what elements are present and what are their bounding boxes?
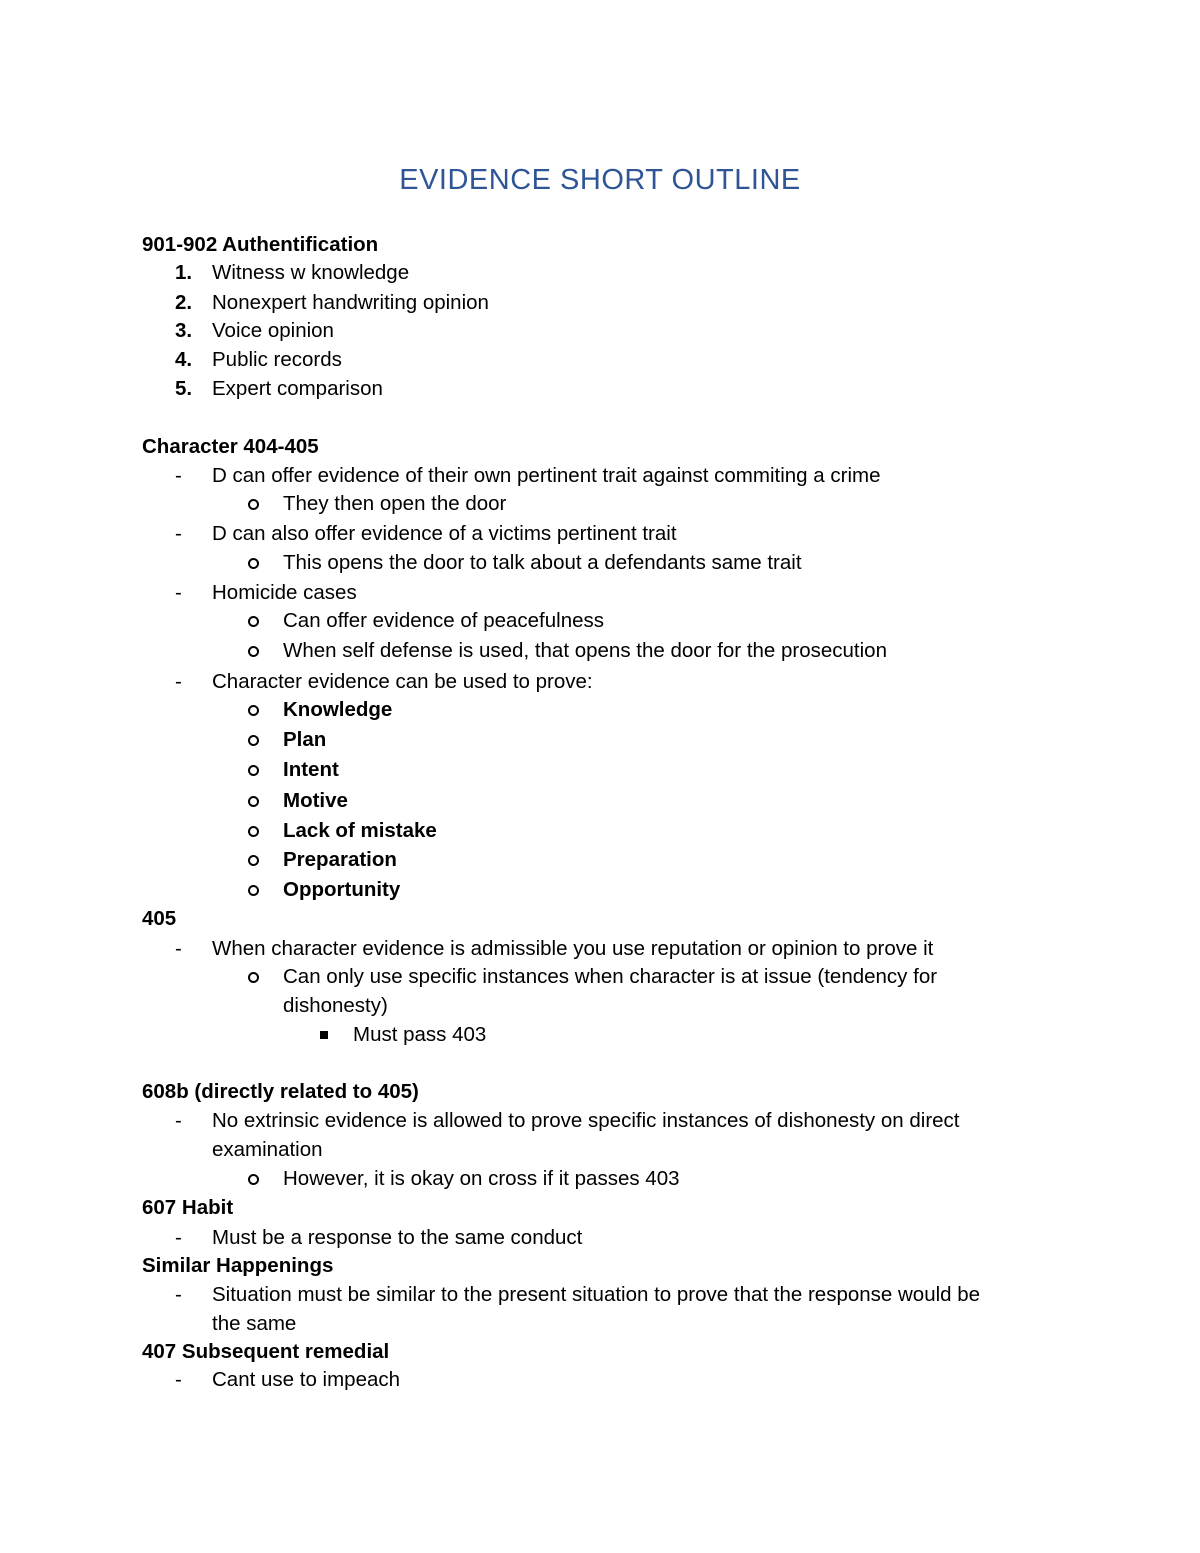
- list-item: Nonexpert handwriting opinion: [212, 291, 489, 314]
- dash-bullet: -: [175, 464, 182, 487]
- bullet-item: D can offer evidence of their own pertinent trait against commiting a crime: [212, 464, 881, 487]
- sub-bullet-item: Plan: [283, 728, 327, 751]
- sub-bullet-item: This opens the door to talk about a defendants same trait: [283, 551, 802, 574]
- sub-bullet-item: Motive: [283, 789, 348, 812]
- circle-bullet-icon: [248, 972, 259, 983]
- dash-bullet: -: [175, 937, 182, 960]
- sub-bullet-item: They then open the door: [283, 492, 507, 515]
- section-heading-607: 607 Habit: [142, 1196, 234, 1219]
- list-number: 1.: [175, 261, 193, 284]
- sub-bullet-continuation: dishonesty): [283, 994, 388, 1017]
- bullet-item: When character evidence is admissible you use reputation or opinion to prove it: [212, 937, 934, 960]
- circle-bullet-icon: [248, 499, 259, 510]
- circle-bullet-icon: [248, 558, 259, 569]
- section-heading-407: 407 Subsequent remedial: [142, 1340, 390, 1363]
- circle-bullet-icon: [248, 616, 259, 627]
- circle-bullet-icon: [248, 765, 259, 776]
- sub-bullet-item: Knowledge: [283, 698, 393, 721]
- circle-bullet-icon: [248, 1174, 259, 1185]
- sub-bullet-item: Opportunity: [283, 878, 401, 901]
- bullet-continuation: the same: [212, 1312, 297, 1335]
- bullet-item: Situation must be similar to the present situation to prove that the response would be: [212, 1283, 981, 1306]
- sub-bullet-item: Lack of mistake: [283, 819, 437, 842]
- bullet-continuation: examination: [212, 1138, 323, 1161]
- dash-bullet: -: [175, 1226, 182, 1249]
- circle-bullet-icon: [248, 705, 259, 716]
- sub-bullet-item: Can offer evidence of peacefulness: [283, 609, 605, 632]
- square-bullet-icon: [320, 1031, 328, 1039]
- bullet-item: Character evidence can be used to prove:: [212, 670, 593, 693]
- section-heading-similar-happenings: Similar Happenings: [142, 1254, 334, 1277]
- circle-bullet-icon: [248, 646, 259, 657]
- sub-bullet-item: Intent: [283, 758, 339, 781]
- section-heading-authentification: 901-902 Authentification: [142, 233, 379, 256]
- dash-bullet: -: [175, 581, 182, 604]
- section-heading-character: Character 404-405: [142, 435, 319, 458]
- sub-bullet-item: When self defense is used, that opens the door for the prosecution: [283, 639, 887, 662]
- bullet-item: Cant use to impeach: [212, 1368, 401, 1391]
- list-number: 4.: [175, 348, 193, 371]
- circle-bullet-icon: [248, 826, 259, 837]
- bullet-item: No extrinsic evidence is allowed to prove specific instances of dishonesty on direct: [212, 1109, 960, 1132]
- section-heading-608b: 608b (directly related to 405): [142, 1080, 419, 1103]
- dash-bullet: -: [175, 670, 182, 693]
- sub-sub-bullet-item: Must pass 403: [353, 1023, 487, 1046]
- bullet-item: D can also offer evidence of a victims pertinent trait: [212, 522, 677, 545]
- dash-bullet: -: [175, 522, 182, 545]
- list-number: 3.: [175, 319, 193, 342]
- sub-bullet-item: Can only use specific instances when character is at issue (tendency for: [283, 965, 938, 988]
- section-heading-405: 405: [142, 907, 177, 930]
- circle-bullet-icon: [248, 796, 259, 807]
- sub-bullet-item: Preparation: [283, 848, 397, 871]
- list-number: 2.: [175, 291, 193, 314]
- list-item: Voice opinion: [212, 319, 334, 342]
- circle-bullet-icon: [248, 885, 259, 896]
- document-title: EVIDENCE SHORT OUTLINE: [399, 164, 801, 196]
- sub-bullet-item: However, it is okay on cross if it passes 403: [283, 1167, 680, 1190]
- list-item: Public records: [212, 348, 342, 371]
- dash-bullet: -: [175, 1109, 182, 1132]
- list-item: Witness w knowledge: [212, 261, 410, 284]
- dash-bullet: -: [175, 1368, 182, 1391]
- list-number: 5.: [175, 377, 193, 400]
- bullet-item: Homicide cases: [212, 581, 357, 604]
- list-item: Expert comparison: [212, 377, 383, 400]
- circle-bullet-icon: [248, 735, 259, 746]
- circle-bullet-icon: [248, 855, 259, 866]
- bullet-item: Must be a response to the same conduct: [212, 1226, 583, 1249]
- dash-bullet: -: [175, 1283, 182, 1306]
